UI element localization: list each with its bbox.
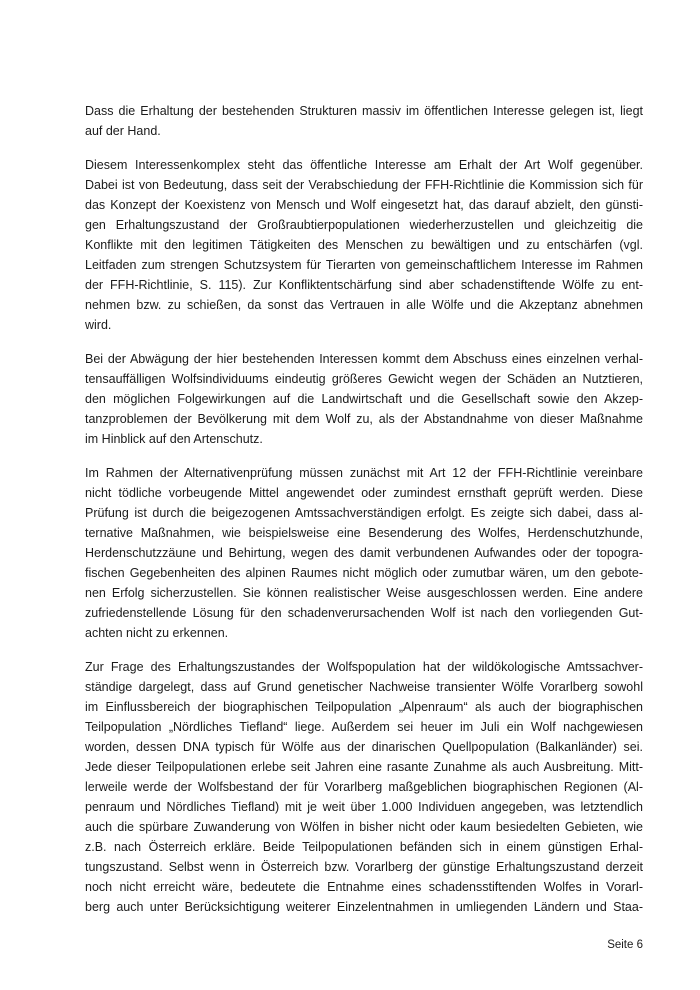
text-line: nen Erfolg sicherzustellen. Sie können realistischer Weise ausgeschlossen werden. Eine andere bbox=[85, 586, 643, 600]
text-line: berg auch unter Berücksichtigung weiterer Einzelentnahmen in umliegenden Ländern und Staa- bbox=[85, 900, 643, 914]
text-line: ternative Maßnahmen, wie beispielsweise eine Besenderung des Wolfes, Herdenschutzhunde, bbox=[85, 526, 643, 540]
text-line: tanzproblemen der Bevölkerung mit dem Wolf zu, als der Abstandnahme von dieser Maßnahme bbox=[85, 412, 643, 426]
text-line: im Einflussbereich der biographischen Teilpopulation „Alpenraum“ als auch der biographischen bbox=[85, 700, 643, 714]
text-line: tungszustand. Selbst wenn in Österreich bzw. Vorarlberg der günstige Erhaltungszustand derzeit bbox=[85, 860, 643, 874]
text-line: ständige dargelegt, dass auf Grund genetischer Nachweise transienter Wölfe Vorarlberg sowohl bbox=[85, 680, 643, 694]
text-line: Zur Frage des Erhaltungszustandes der Wolfspopulation hat der wildökologische Amtssachver- bbox=[85, 660, 643, 674]
text-line: auf der Hand. bbox=[85, 124, 161, 138]
text-line: Teilpopulation „Nördliches Tiefland“ liege. Außerdem sei heuer im Juli ein Wolf nachgewiesen bbox=[85, 720, 643, 734]
text-line: nehmen bzw. zu schießen, da sonst das Vertrauen in alle Wölfe und die Akzeptanz abnehmen bbox=[85, 298, 643, 312]
text-line: Herdenschutzzäune und Behirtung, wegen des damit verbundenen Aufwandes oder der topogra- bbox=[85, 546, 643, 560]
text-line: fischen Gegebenheiten des alpinen Raumes nicht möglich oder zumutbar wären, um den gebote- bbox=[85, 566, 643, 580]
text-line: der FFH-Richtlinie, S. 115). Zur Konfliktentschärfung sind aber schadenstiftende Wölfe zu ent- bbox=[85, 278, 643, 292]
paragraph bbox=[85, 463, 643, 643]
paragraph bbox=[85, 349, 643, 449]
paragraph bbox=[85, 101, 643, 141]
text-line: das Konzept der Koexistenz von Mensch und Wolf eingesetzt hat, das darauf abzielt, den günsti- bbox=[85, 198, 643, 212]
text-line: achten nicht zu erkennen. bbox=[85, 626, 229, 640]
text-line: im Hinblick auf den Artenschutz. bbox=[85, 432, 263, 446]
text-line: Prüfung ist durch die beigezogenen Amtssachverständigen erfolgt. Es zeigte sich dabei, dass al- bbox=[85, 506, 643, 520]
text-line: den möglichen Folgewirkungen auf die Landwirtschaft und die Gesellschaft sowie den Akzep- bbox=[85, 392, 643, 406]
text-line: zufriedenstellende Lösung für den schadenverursachenden Wolf ist nach den vorliegenden Gut- bbox=[85, 606, 643, 620]
text-line: Konflikte mit den legitimen Tätigkeiten des Menschen zu bewältigen und zu entschärfen (vgl. bbox=[85, 238, 643, 252]
text-line: penraum und Nördliches Tiefland) mit je weit über 1.000 Individuen angegeben, was letztendlich bbox=[85, 800, 643, 814]
page-number: Seite 6 bbox=[607, 939, 643, 951]
text-line: z.B. nach Österreich erkläre. Beide Teilpopulationen befänden sich in einem günstigen Erhal- bbox=[85, 840, 643, 854]
text-line: Bei der Abwägung der hier bestehenden Interessen kommt dem Abschuss eines einzelnen verhal- bbox=[85, 352, 643, 366]
text-line: gen Erhaltungszustand der Großraubtierpopulationen wiederherzustellen und gleichzeitig die bbox=[85, 218, 643, 232]
text-line: nicht tödliche vorbeugende Mittel angewendet oder zumindest ernsthaft geprüft werden. Diese bbox=[85, 486, 643, 500]
paragraph bbox=[85, 657, 643, 917]
text-line: Dass die Erhaltung der bestehenden Strukturen massiv im öffentlichen Interesse gelegen ist, liegt bbox=[85, 104, 643, 118]
text-line: Jede dieser Teilpopulationen erlebe seit Jahren eine rasante Zunahme als auch Ausbreitung. Mitt- bbox=[85, 760, 643, 774]
text-line: noch nicht erreicht wäre, bedeutete die Entnahme eines schadensstiftenden Wolfes in Vorarl- bbox=[85, 880, 643, 894]
text-line: Im Rahmen der Alternativenprüfung müssen zunächst mit Art 12 der FFH-Richtlinie vereinbare bbox=[85, 466, 643, 480]
text-line: wird. bbox=[85, 318, 112, 332]
text-line: Dabei ist von Bedeutung, dass seit der Verabschiedung der FFH-Richtlinie die Kommission sich für bbox=[85, 178, 643, 192]
document-body bbox=[85, 101, 643, 931]
page-footer bbox=[607, 937, 643, 953]
text-line: Leitfaden zum strengen Schutzsystem für Tierarten von gemeinschaftlichem Interesse im Rahmen bbox=[85, 258, 643, 272]
text-line: tensauffälligen Wolfsindividuums eindeutig größeres Gewicht wegen der Schäden an Nutztieren, bbox=[85, 372, 643, 386]
text-line: lerweile werde der Wolfsbestand der für Vorarlberg maßgeblichen biographischen Regionen (Al- bbox=[85, 780, 643, 794]
text-line: worden, dessen DNA typisch für Wölfe aus der dinarischen Quellpopulation (Balkanländer) sei. bbox=[85, 740, 643, 754]
text-line: Diesem Interessenkomplex steht das öffentliche Interesse am Erhalt der Art Wolf gegenüber. bbox=[85, 158, 643, 172]
paragraph bbox=[85, 155, 643, 335]
text-line: auch die spürbare Zuwanderung von Wölfen in bisher nicht oder kaum besiedelten Gebieten, wie bbox=[85, 820, 643, 834]
